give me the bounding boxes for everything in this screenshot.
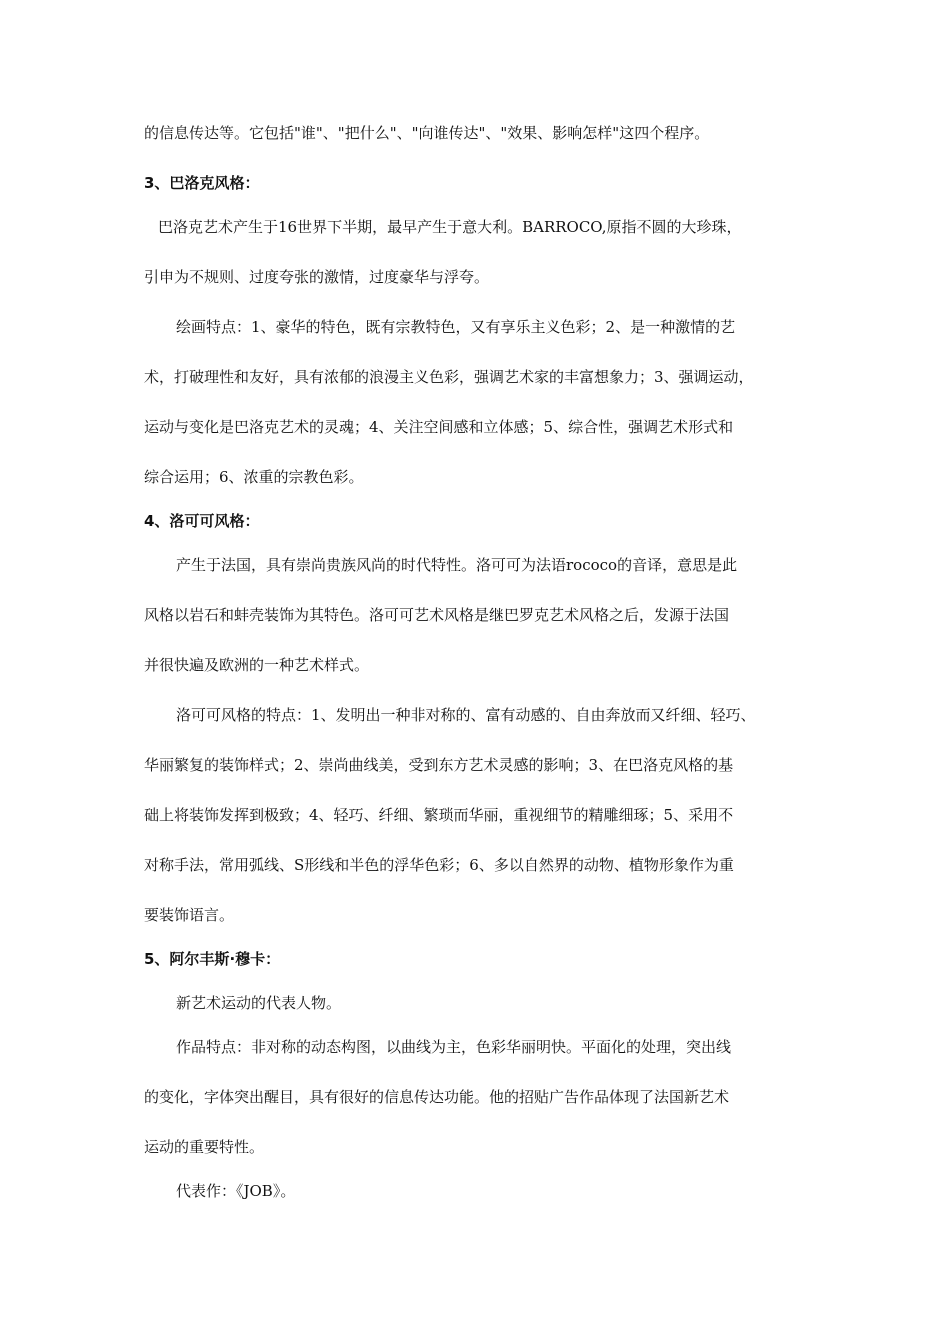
baroque-para2-line3: 运动与变化是巴洛克艺术的灵魂；4、关注空间感和立体感；5、综合性，强调艺术形式和: [144, 418, 734, 436]
section-heading-mucha: 5、阿尔丰斯·穆卡：: [144, 950, 281, 968]
mucha-para2-line1: 作品特点：非对称的动态构图，以曲线为主，色彩华丽明快。平面化的处理，突出线: [176, 1038, 732, 1056]
baroque-para1-line2: 引申为不规则、过度夸张的激情，过度豪华与浮夸。: [144, 268, 490, 286]
mucha-para1-line1: 新艺术运动的代表人物。: [176, 994, 342, 1012]
intro-tail-line: 的信息传达等。它包括"谁"、"把什么"、"向谁传达"、"效果、影响怎样"这四个程序。: [144, 124, 710, 142]
rococo-para2-line3: 础上将装饰发挥到极致；4、轻巧、纤细、繁琐而华丽，重视细节的精雕细琢；5、采用不: [144, 806, 734, 824]
mucha-para2-line3: 运动的重要特性。: [144, 1138, 265, 1156]
rococo-para1-line3: 并很快遍及欧洲的一种艺术样式。: [144, 656, 370, 674]
rococo-para1-line2: 风格以岩石和蚌壳装饰为其特色。洛可可艺术风格是继巴罗克艺术风格之后，发源于法国: [144, 606, 730, 624]
mucha-para3-line1: 代表作：《JOB》。: [176, 1182, 296, 1200]
section-heading-baroque: 3、巴洛克风格：: [144, 174, 260, 192]
baroque-para2-line2: 术，打破理性和友好，具有浓郁的浪漫主义色彩，强调艺术家的丰富想象力；3、强调运动，: [144, 368, 754, 386]
baroque-para1-line1: 巴洛克艺术产生于16世界下半期，最早产生于意大利。BARROCO,原指不圆的大珍珠，: [158, 218, 742, 236]
section-heading-rococo: 4、洛可可风格：: [144, 512, 260, 530]
document-body: [144, 120, 816, 1204]
rococo-para2-line5: 要装饰语言。: [144, 906, 235, 924]
mucha-para2-line2: 的变化，字体突出醒目，具有很好的信息传达功能。他的招贴广告作品体现了法国新艺术: [144, 1088, 730, 1106]
baroque-para2-line1: 绘画特点：1、豪华的特色，既有宗教特色，又有享乐主义色彩；2、是一种激情的艺: [176, 318, 736, 336]
rococo-para2-line2: 华丽繁复的装饰样式；2、崇尚曲线美，受到东方艺术灵感的影响；3、在巴洛克风格的基: [144, 756, 734, 774]
baroque-para2-line4: 综合运用；6、浓重的宗教色彩。: [144, 468, 364, 486]
rococo-para2-line4: 对称手法，常用弧线、S形线和半色的浮华色彩；6、多以自然界的动物、植物形象作为重: [144, 856, 734, 874]
rococo-para2-line1: 洛可可风格的特点：1、发明出一种非对称的、富有动感的、自由奔放而又纤细、轻巧、: [176, 706, 756, 724]
rococo-para1-line1: 产生于法国，具有崇尚贵族风尚的时代特性。洛可可为法语rococo的音译，意思是此: [176, 556, 738, 574]
